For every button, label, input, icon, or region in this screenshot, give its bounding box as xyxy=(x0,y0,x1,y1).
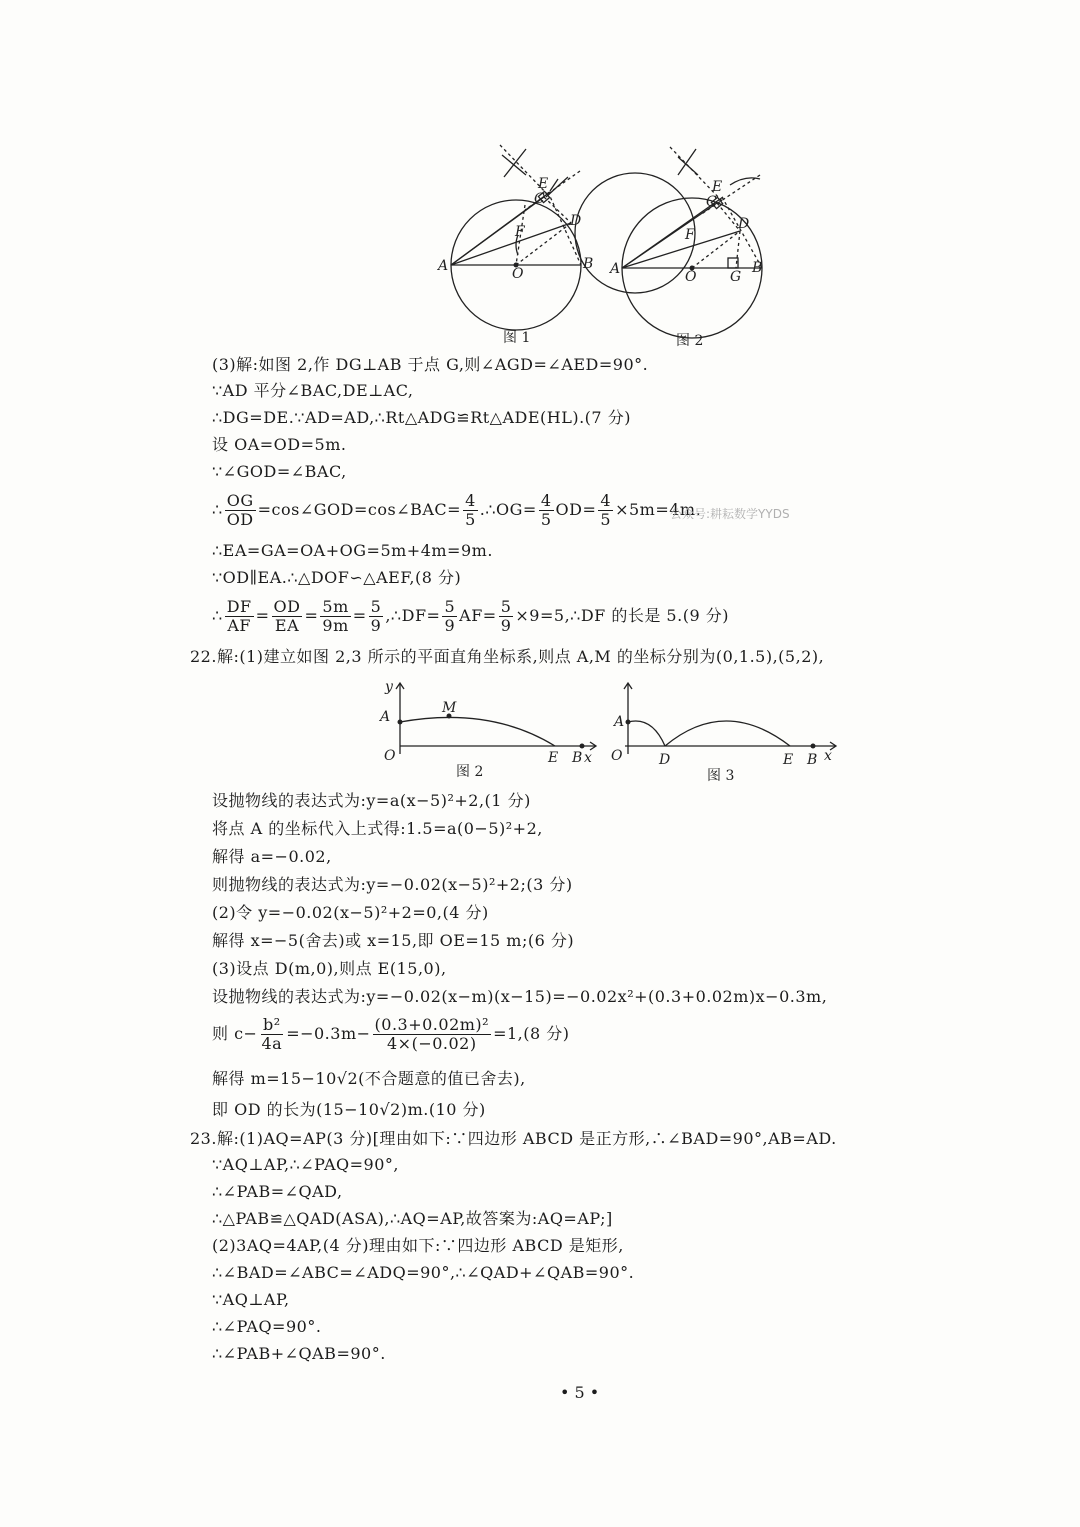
q22-line-8: (3)设点 D(m,0),则点 E(15,0), xyxy=(212,959,447,978)
fig3-label-x: x xyxy=(824,748,832,764)
q21-line-5: ∵∠GOD=∠BAC, xyxy=(212,462,347,481)
q21-line-2: ∵AD 平分∠BAC,DE⊥AC, xyxy=(212,381,414,400)
q22-line-2: 设抛物线的表达式为:y=a(x−5)²+2,(1 分) xyxy=(212,791,531,810)
q22-line-10: 则 c− $\frac{\text{b²}}{4a}$ =−0.3m− $\frac{\text{(0.3+0.02m)²}}{4\times(-0.02)}$ =1,(8 分) xyxy=(212,1015,570,1053)
q23-line-3: ∴∠PAB=∠QAD, xyxy=(212,1182,343,1201)
q22-line-6: (2)令 y=−0.02(x−5)²+2=0,(4 分) xyxy=(212,903,489,922)
q21-line-4: 设 OA=OD=5m. xyxy=(212,435,347,454)
q23-line-2: ∵AQ⊥AP,∴∠PAQ=90°, xyxy=(212,1155,399,1174)
fig2b-label-y: y xyxy=(385,679,393,695)
fig2b-label-x: x xyxy=(584,750,592,766)
q21-line-1: (3)解:如图 2,作 DG⊥AB 于点 G,则∠AGD=∠AED=90°. xyxy=(212,355,649,374)
q21-line-6: ∴ $\frac{OG}{OD}$ =cos∠GOD=cos∠BAC= $\frac{4}{5}$ .∴OG= $\frac{4}{5}$ OD= $\frac{4}{5}$ ×5m=4m. xyxy=(212,491,702,529)
watermark: 公众号:耕耘数学YYDS xyxy=(670,507,790,521)
fig2-label-D: D xyxy=(738,216,750,232)
fig3-label-B: B xyxy=(807,752,818,768)
q22-line-12: 即 OD 的长为(15−10√2)m.(10 分) xyxy=(212,1100,486,1119)
fig1-label-O: O xyxy=(512,266,524,282)
q23-line-4: ∴△PAB≌△QAD(ASA),∴AQ=AP,故答案为:AQ=AP;] xyxy=(212,1209,613,1228)
q22-line-7: 解得 x=−5(舍去)或 x=15,即 OE=15 m;(6 分) xyxy=(212,931,575,950)
q23-line-7: ∵AQ⊥AP, xyxy=(212,1290,290,1309)
fig3-caption: 图 3 xyxy=(707,768,735,784)
fig1-label-C: C xyxy=(534,191,545,207)
q22-line-9: 设抛物线的表达式为:y=−0.02(x−m)(x−15)=−0.02x²+(0.3+0.02m)x−0.3m, xyxy=(212,987,828,1006)
fig1-label-F: F xyxy=(515,224,525,240)
q23-line-1: 23.解:(1)AQ=AP(3 分)[理由如下:∵四边形 ABCD 是正方形,∴∠BAD=90°,AB=AD. xyxy=(190,1129,837,1148)
fig1-label-A: A xyxy=(438,258,449,274)
fig2-label-F: F xyxy=(685,227,695,243)
page-number: • 5 • xyxy=(560,1383,600,1402)
q21-line-8: ∵OD∥EA.∴△DOF∽△AEF,(8 分) xyxy=(212,568,462,587)
q21-line-9: ∴ $\frac{DF}{AF}$ = $\frac{OD}{EA}$ = $\frac{5m}{9m}$ = $\frac{5}{9}$ ,∴DF= $\frac{5}{9}$ AF= $\frac{5}{9}$ ×9=5,∴DF 的长是 5.(9 分) xyxy=(212,597,729,635)
q23-line-6: ∴∠BAD=∠ABC=∠ADQ=90°,∴∠QAD+∠QAB=90°. xyxy=(212,1263,635,1282)
parabola-figures-2-3 xyxy=(370,676,850,791)
fig2b-label-E: E xyxy=(548,750,559,766)
fig3-label-E: E xyxy=(783,752,794,768)
q23-line-5: (2)3AQ=4AP,(4 分)理由如下:∵四边形 ABCD 是矩形, xyxy=(212,1236,624,1255)
fig2-label-C: C xyxy=(706,194,717,210)
fig2b-label-O: O xyxy=(384,748,396,764)
fig2-label-A: A xyxy=(610,261,621,277)
q22-line-11: 解得 m=15−10√2(不合题意的值已舍去), xyxy=(212,1069,526,1088)
q21-line-3: ∴DG=DE.∵AD=AD,∴Rt△ADG≌Rt△ADE(HL).(7 分) xyxy=(212,408,631,427)
q22-line-3: 将点 A 的坐标代入上式得:1.5=a(0−5)²+2, xyxy=(212,819,543,838)
q22-line-5: 则抛物线的表达式为:y=−0.02(x−5)²+2;(3 分) xyxy=(212,875,573,894)
fig1-label-E: E xyxy=(538,176,549,192)
q23-line-8: ∴∠PAQ=90°. xyxy=(212,1317,322,1336)
fig1-label-B: B xyxy=(583,256,594,272)
geometry-figures-1-2 xyxy=(430,135,790,350)
fig2-caption: 图 2 xyxy=(676,333,704,349)
fig2b-label-A: A xyxy=(380,709,391,725)
fig2b-label-B: B xyxy=(572,750,583,766)
fig2-label-B: B xyxy=(752,260,763,276)
q22-line-4: 解得 a=−0.02, xyxy=(212,847,332,866)
fig2b-caption: 图 2 xyxy=(456,764,484,780)
fig2-label-G: G xyxy=(730,269,742,285)
fig2-label-O: O xyxy=(685,269,697,285)
fig3-label-O: O xyxy=(611,748,623,764)
fig3-label-A: A xyxy=(614,714,625,730)
fig3-label-D: D xyxy=(659,752,671,768)
q21-line-7: ∴EA=GA=OA+OG=5m+4m=9m. xyxy=(212,541,493,560)
q23-line-9: ∴∠PAB+∠QAB=90°. xyxy=(212,1344,386,1363)
fig1-label-D: D xyxy=(570,213,582,229)
fig2-label-E: E xyxy=(712,179,723,195)
fig1-caption: 图 1 xyxy=(503,330,531,346)
q22-line-1: 22.解:(1)建立如图 2,3 所示的平面直角坐标系,则点 A,M 的坐标分别为(0,1.5),(5,2), xyxy=(190,647,825,666)
fig2b-label-M: M xyxy=(442,700,457,716)
